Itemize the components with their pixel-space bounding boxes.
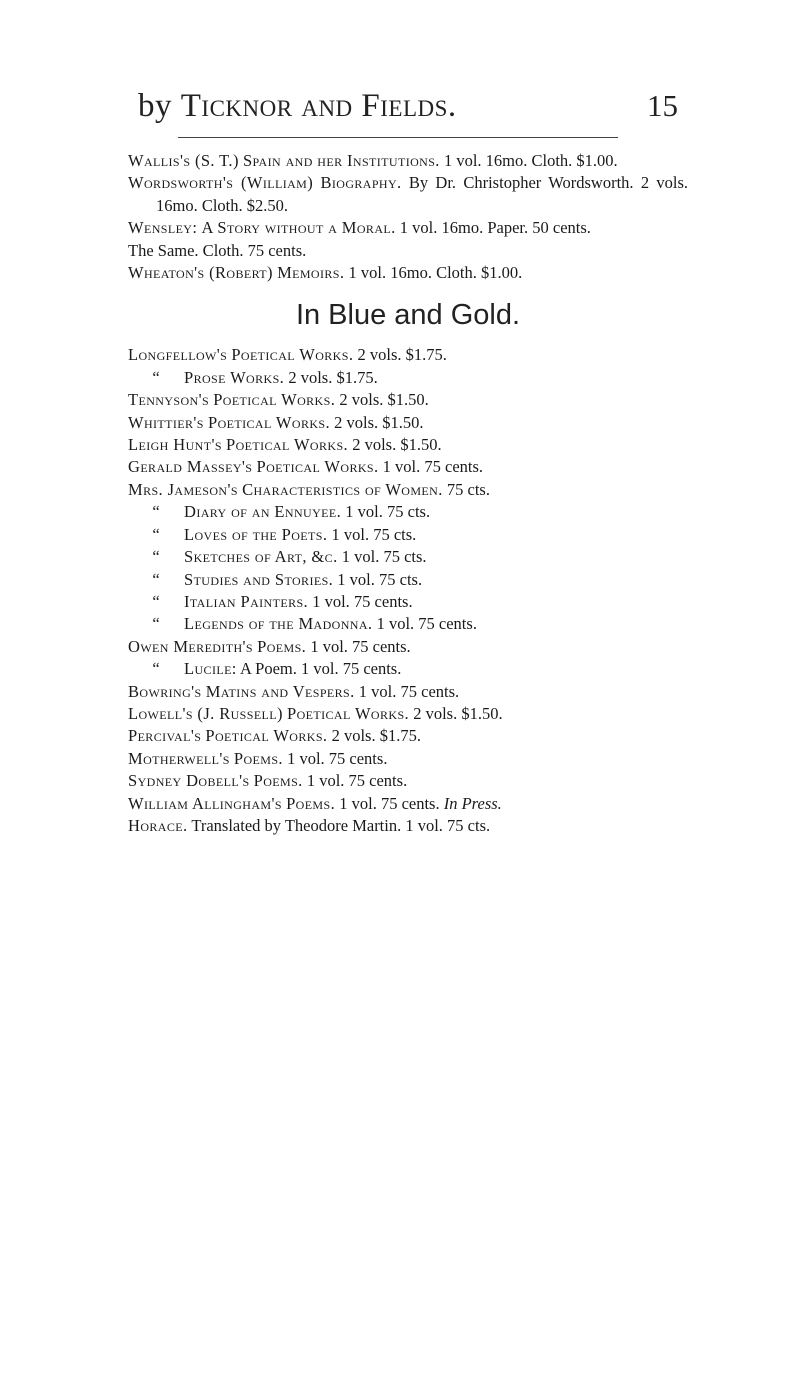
catalog-entry <box>128 367 688 389</box>
entry-title: Biography. <box>320 173 402 193</box>
entry-title: Spain and her Institutions. <box>242 151 440 170</box>
entry-details: 1 vol. 75 cents. <box>376 614 477 634</box>
ditto-mark: “ <box>152 502 160 522</box>
catalog-entry <box>128 389 688 411</box>
catalog-entry <box>128 434 688 456</box>
entry-author: Longfellow's <box>128 345 228 365</box>
entry-title: Poems. <box>257 636 307 656</box>
catalog-entry <box>128 748 688 770</box>
entry-author: Bowring's <box>128 681 202 701</box>
entry-details: 1 vol. 16mo. Cloth. $1.00. <box>443 151 618 170</box>
entry-title: Prose Works. <box>184 367 285 387</box>
entry-details: 2 vols. $1.75. <box>357 345 447 365</box>
entry-title: Characteristics of Women. <box>242 479 443 499</box>
entry-author: Whittier's <box>128 412 204 432</box>
catalog-entry <box>128 591 688 613</box>
entry-author: Motherwell's <box>128 748 230 768</box>
ditto-mark: “ <box>152 659 160 679</box>
entry-title: Poetical Works. <box>226 435 349 455</box>
ditto-mark: “ <box>152 569 160 589</box>
catalog-entry <box>128 240 688 262</box>
entries-blue-gold-list <box>128 344 688 837</box>
entry-details: 2 vols. $1.50. <box>413 703 503 723</box>
entry-details: 2 vols. $1.50. <box>352 435 442 455</box>
entry-details: A Poem. 1 vol. 75 cents. <box>240 659 402 679</box>
entry-details: 1 vol. 75 cents. <box>306 771 408 791</box>
entry-details: 2 vols. $1.75. <box>288 367 378 387</box>
entry-details: 1 vol. 16mo. Cloth. $1.00. <box>348 263 523 283</box>
ditto-mark: “ <box>152 367 160 387</box>
entry-details: The Same. Cloth. 75 cents. <box>128 240 307 260</box>
entry-author: Leigh Hunt's <box>128 435 222 455</box>
catalog-entry <box>128 658 688 680</box>
running-title-main: Ticknor and Fields. <box>180 88 457 124</box>
entry-details: 1 vol. 75 cts. <box>331 524 417 544</box>
entry-title: A Story without a Moral. <box>201 218 396 238</box>
catalog-entry <box>128 770 688 792</box>
entry-author: Percival's <box>128 726 202 746</box>
entry-title: Poetical Works. <box>208 412 331 432</box>
entry-author: Horace. <box>128 815 188 835</box>
entries-top-list <box>128 150 688 284</box>
entry-details: 2 vols. $1.50. <box>334 412 424 432</box>
running-header <box>138 88 678 132</box>
catalog-entries <box>128 150 688 837</box>
section-heading: In Blue and Gold. <box>295 299 521 332</box>
entry-details: 1 vol. 75 cents. <box>382 457 484 477</box>
entry-title: Studies and Stories. <box>184 569 334 589</box>
entry-details: 1 vol. 75 cts. <box>341 547 427 567</box>
entry-details: 1 vol. 16mo. Paper. 50 cents. <box>399 218 591 238</box>
entry-title: Poems. <box>253 771 303 791</box>
entry-title: Diary of an Ennuyee. <box>184 502 342 522</box>
catalog-entry <box>128 546 688 568</box>
entry-title: Lucile: <box>184 659 237 679</box>
entry-author: Mrs. Jameson's <box>128 479 238 499</box>
ditto-mark: “ <box>152 591 160 611</box>
catalog-entry <box>128 172 688 217</box>
entry-title: Legends of the Madonna. <box>184 614 373 634</box>
catalog-entry <box>128 217 688 239</box>
catalog-entry <box>128 613 688 635</box>
entry-details: 1 vol. 75 cents. <box>310 636 411 656</box>
catalog-entry <box>128 524 688 546</box>
entry-title: Poems. <box>233 748 283 768</box>
entry-details: By Dr. Christopher Wordsworth. 2 vols. 16mo. Cloth. $2.50. <box>156 173 689 215</box>
entry-title: Sketches of Art, &c. <box>184 547 338 567</box>
catalog-entry <box>128 815 688 837</box>
entry-title: Poetical Works. <box>205 726 328 746</box>
catalog-entry <box>128 412 688 434</box>
entry-details: 1 vol. 75 cts. <box>337 569 423 589</box>
header-rule <box>178 137 618 138</box>
entry-author: Wallis's (S. T.) <box>128 151 239 170</box>
ditto-mark: “ <box>152 524 160 544</box>
catalog-entry <box>128 262 688 284</box>
entry-details: 2 vols. $1.75. <box>331 726 421 746</box>
catalog-entry <box>128 725 688 747</box>
entry-title: Poems. <box>286 793 336 813</box>
entry-author: Tennyson's <box>128 390 210 410</box>
entry-details: 1 vol. 75 cts. <box>345 502 431 522</box>
entry-title: Italian Painters. <box>184 591 309 611</box>
entry-details: 75 cts. <box>446 479 490 499</box>
catalog-entry <box>128 501 688 523</box>
catalog-entry <box>128 150 688 172</box>
page-number: 15 <box>647 88 678 123</box>
entry-title: Matins and Vespers. <box>205 681 355 701</box>
entry-press-note: In Press. <box>443 793 502 813</box>
entry-author: Wordsworth's (William) <box>128 173 314 193</box>
catalog-entry <box>128 793 688 815</box>
entry-title: Poetical Works. <box>256 457 379 477</box>
entry-details: 1 vol. 75 cents. <box>312 591 413 611</box>
running-title <box>138 88 457 125</box>
entry-title: Loves of the Poets. <box>184 524 328 544</box>
entry-details: 1 vol. 75 cents. <box>339 793 440 813</box>
entry-author: Sydney Dobell's <box>128 771 250 791</box>
running-title-prefix: by <box>138 88 181 124</box>
entry-details: 1 vol. 75 cents. <box>358 681 460 701</box>
catalog-entry <box>128 479 688 501</box>
catalog-entry <box>128 344 688 366</box>
catalog-entry <box>128 703 688 725</box>
catalog-entry <box>128 681 688 703</box>
entry-title: Memoirs. <box>277 263 345 283</box>
entry-author: Owen Meredith's <box>128 636 254 656</box>
entry-author: Gerald Massey's <box>128 457 253 477</box>
entry-details: 2 vols. $1.50. <box>339 390 429 410</box>
catalog-entry <box>128 636 688 658</box>
entry-author: Wensley: <box>128 218 198 238</box>
entry-details: 1 vol. 75 cents. <box>287 748 388 768</box>
entry-title: Poetical Works. <box>213 390 336 410</box>
entry-author: Wheaton's (Robert) <box>128 263 273 283</box>
entry-author: William Allingham's <box>128 793 282 813</box>
ditto-mark: “ <box>152 614 160 634</box>
catalog-entry <box>128 456 688 478</box>
entry-details: Translated by Theodore Martin. 1 vol. 75 cts. <box>191 815 491 835</box>
catalog-entry <box>128 569 688 591</box>
ditto-mark: “ <box>152 547 160 567</box>
entry-author: Lowell's (J. Russell) <box>128 703 283 723</box>
entry-title: Poetical Works. <box>287 703 410 723</box>
entry-title: Poetical Works. <box>231 345 354 365</box>
